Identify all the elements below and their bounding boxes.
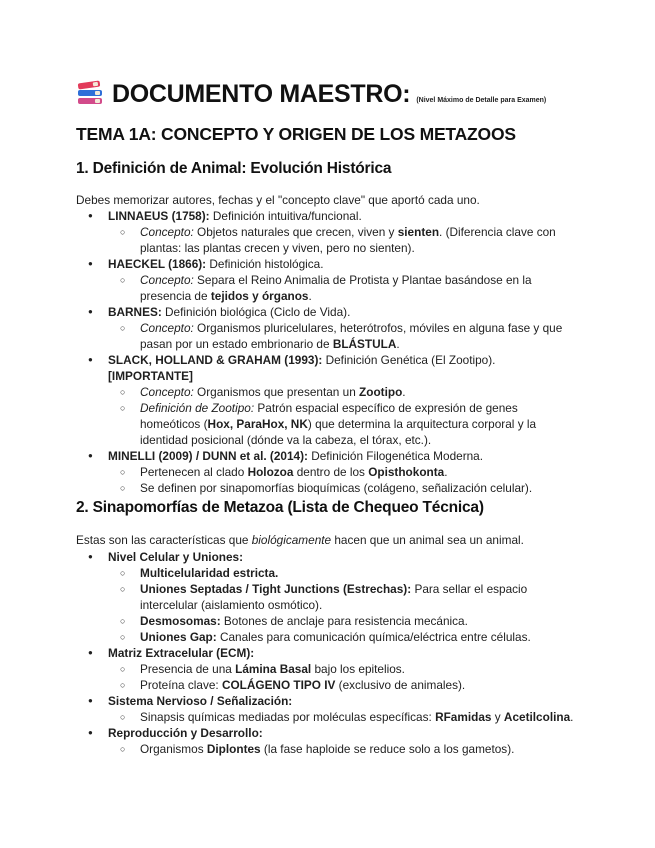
sub-item: ○ Sinapsis químicas mediadas por moléculas específicas: RFamidas y Acetilcolina.	[0, 709, 655, 725]
sub-item: ○ Concepto: Organismos que presentan un Zootipo.	[0, 384, 655, 400]
sub-item: ○ Organismos Diplontes (la fase haploide se reduce solo a los gametos).	[0, 741, 655, 757]
sub-item: ○ Uniones Septadas / Tight Junctions (Estrechas): Para sellar el espacio intercelular (aislamiento osmótico).	[0, 581, 655, 613]
sub-item: ○ Desmosomas: Botones de anclaje para resistencia mecánica.	[0, 613, 655, 629]
section-2-intro: Estas son las características que biológicamente hacen que un animal sea un animal.	[76, 533, 524, 547]
sub-item: ○ Concepto: Objetos naturales que crecen, viven y sienten. (Diferencia clave con plantas: las plantas crecen y viven, pero no sienten).	[0, 224, 655, 256]
document-subtitle: (Nivel Máximo de Detalle para Examen)	[416, 97, 547, 104]
list-item-minelli-dunn: ● MINELLI (2009) / DUNN et al. (2014): Definición Filogenética Moderna.	[0, 448, 655, 464]
sub-item: ○ Se definen por sinapomorfías bioquímicas (colágeno, señalización celular).	[0, 480, 655, 496]
section-1-heading: 1. Definición de Animal: Evolución Histórica	[76, 160, 392, 177]
sub-item: ○ Uniones Gap: Canales para comunicación química/eléctrica entre células.	[0, 629, 655, 645]
list-item-nivel-celular: ● Nivel Celular y Uniones:	[0, 549, 655, 565]
document-title: DOCUMENTO MAESTRO:	[112, 80, 411, 108]
list-item-linnaeus: ● LINNAEUS (1758): Definición intuitiva/funcional.	[0, 208, 655, 224]
list-item-matriz-extracelular: ● Matriz Extracelular (ECM):	[0, 645, 655, 661]
list-item-barnes: ● BARNES: Definición biológica (Ciclo de Vida).	[0, 304, 655, 320]
section-2-heading: 2. Sinapomorfías de Metazoa (Lista de Chequeo Técnica)	[76, 499, 484, 516]
sub-item: ○ Presencia de una Lámina Basal bajo los epitelios.	[0, 661, 655, 677]
books-icon	[76, 80, 104, 106]
document-header	[76, 80, 546, 108]
tema-heading: TEMA 1A: CONCEPTO Y ORIGEN DE LOS METAZOOS	[76, 124, 516, 144]
list-item-haeckel: ● HAECKEL (1866): Definición histológica.	[0, 256, 655, 272]
sub-item: ○ Pertenecen al clado Holozoa dentro de los Opisthokonta.	[0, 464, 655, 480]
list-item-reproduccion: ● Reproducción y Desarrollo:	[0, 725, 655, 741]
sub-item: ○ Concepto: Separa el Reino Animalia de Protista y Plantae basándose en la presencia de tejidos y órganos.	[0, 272, 655, 304]
section-1-intro: Debes memorizar autores, fechas y el "concepto clave" que aportó cada uno.	[76, 193, 480, 207]
sub-item: ○ Definición de Zootipo: Patrón espacial específico de expresión de genes homeóticos (Hox, ParaHox, NK) que determina la arquitectura corporal y la identidad posicional (dónde va la cabeza, el tórax, etc.).	[0, 400, 655, 448]
sub-item: ○ Proteína clave: COLÁGENO TIPO IV (exclusivo de animales).	[0, 677, 655, 693]
section-2-list	[0, 549, 655, 757]
list-item-slack-holland-graham: ● SLACK, HOLLAND & GRAHAM (1993): Definición Genética (El Zootipo). [IMPORTANTE]	[0, 352, 655, 384]
sub-item: ○ Concepto: Organismos pluricelulares, heterótrofos, móviles en alguna fase y que pasan por un estado embrionario de BLÁSTULA.	[0, 320, 655, 352]
sub-item: ○ Multicelularidad estricta.	[0, 565, 655, 581]
section-1-list	[0, 208, 655, 496]
list-item-sistema-nervioso: ● Sistema Nervioso / Señalización:	[0, 693, 655, 709]
